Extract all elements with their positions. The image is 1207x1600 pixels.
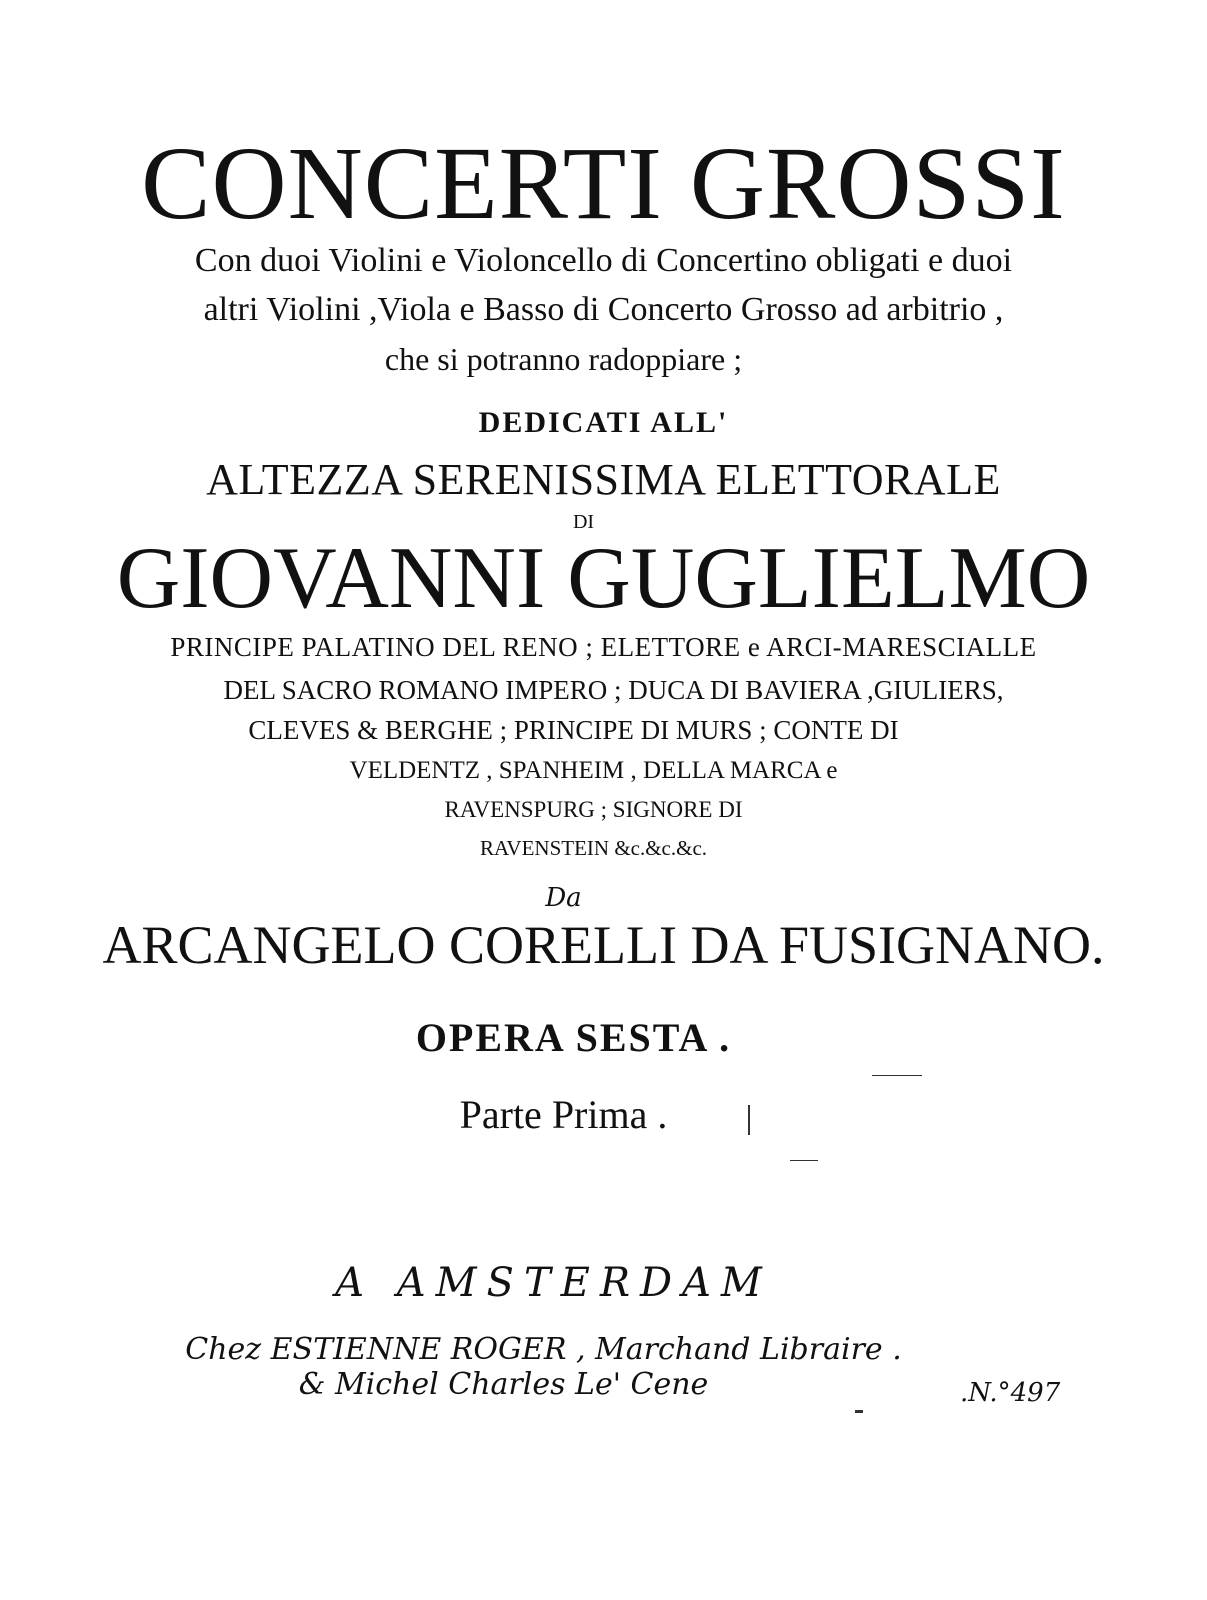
dedication-intro: DEDICATI ALL' [478, 406, 729, 439]
scan-speck [855, 1410, 863, 1413]
page-title: CONCERTI GROSSI [141, 126, 1066, 241]
part-label: Parte Prima . [459, 1092, 668, 1137]
dedicatee-title-line-2: DEL SACRO ROMANO IMPERO ; DUCA DI BAVIERA ,GIULIERS, [223, 675, 1004, 705]
composer-name: ARCANGELO CORELLI DA FUSIGNANO. [102, 915, 1105, 975]
publisher-line-1: Chez ESTIENNE ROGER , Marchand Libraire . [185, 1332, 902, 1367]
scan-speck [872, 1075, 922, 1076]
dedication-di: DI [572, 511, 595, 533]
subtitle-line-3: che si potranno radoppiare ; [384, 341, 743, 377]
dedicatee-title-line-1: PRINCIPE PALATINO DEL RENO ; ELETTORE e ARCI-MARESCIALLE [170, 632, 1037, 662]
subtitle-line-2: altri Violini ,Viola e Basso di Concerto Grosso ad arbitrio , [203, 291, 1004, 328]
dedicatee-title-line-5: RAVENSPURG ; SIGNORE DI [444, 797, 743, 822]
scan-speck [748, 1105, 750, 1135]
dedicatee-name: GIOVANNI GUGLIELMO [116, 530, 1091, 627]
dedication-altezza: ALTEZZA SERENISSIMA ELETTORALE [206, 455, 1001, 504]
dedicatee-title-line-6: RAVENSTEIN &c.&c.&c. [479, 836, 708, 860]
plate-number: .N.°497 [960, 1378, 1061, 1408]
opus-number: OPERA SESTA . [415, 1015, 732, 1060]
publisher-line-2: & Michel Charles Le' Cene [298, 1367, 709, 1402]
dedicatee-title-line-3: CLEVES & BERGHE ; PRINCIPE DI MURS ; CONTE DI [248, 715, 899, 745]
subtitle-line-1: Con duoi Violini e Violoncello di Concertino obligati e duoi [194, 242, 1013, 279]
composer-by: Da [545, 883, 582, 913]
imprint-city: A AMSTERDAM [335, 1260, 772, 1306]
dedicatee-title-line-4: VELDENTZ , SPANHEIM , DELLA MARCA e [349, 757, 838, 784]
scan-speck [790, 1160, 818, 1161]
